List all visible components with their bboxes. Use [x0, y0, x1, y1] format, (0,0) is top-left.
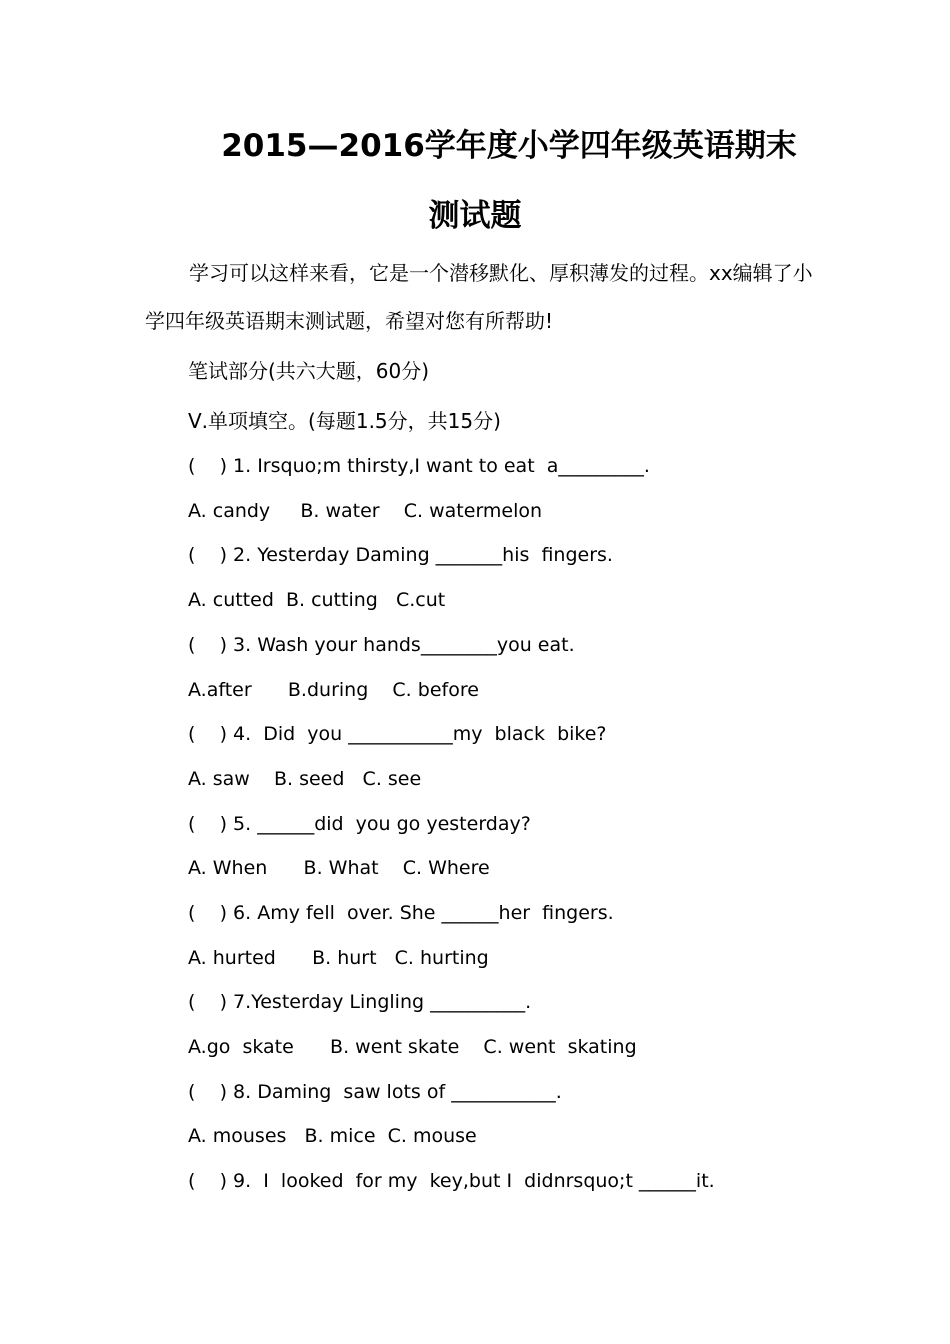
document-title-line1: 2015—2016学年度小学四年级英语期末: [221, 128, 797, 164]
question-6: ( ) 6. Amy fell over. She ______her fingers.: [188, 902, 614, 924]
document-title-line2: 测试题: [428, 198, 522, 234]
options-3: A.after B.during C. before: [188, 679, 479, 701]
options-8: A. mouses B. mice C. mouse: [188, 1125, 477, 1147]
question-4: ( ) 4. Did you ___________my black bike?: [188, 723, 607, 745]
question-3: ( ) 3. Wash your hands________you eat.: [188, 634, 575, 656]
options-2: A. cutted B. cutting C.cut: [188, 589, 446, 611]
options-6: A. hurted B. hurt C. hurting: [188, 947, 489, 969]
question-2: ( ) 2. Yesterday Daming _______his fingers.: [188, 544, 613, 566]
question-7: ( ) 7.Yesterday Lingling __________.: [188, 991, 532, 1013]
options-4: A. saw B. seed C. see: [188, 768, 422, 790]
intro-paragraph: 学习可以这样来看，它是一个潜移默化、厚积薄发的过程。xx编辑了小学四年级英语期末测试题，希望对您有所帮助!: [145, 261, 813, 333]
question-5: ( ) 5. ______did you go yesterday?: [188, 813, 531, 835]
question-9: ( ) 9. I looked for my key,but I didnrsquo;t ______it.: [188, 1170, 715, 1192]
question-1: ( ) 1. Irsquo;m thirsty,I want to eat a_________.: [188, 455, 650, 477]
section-heading: Ⅴ.单项填空。(每题1.5分，共15分): [188, 409, 501, 433]
options-5: A. When B. What C. Where: [188, 857, 490, 879]
question-8: ( ) 8. Daming saw lots of ___________.: [188, 1081, 562, 1103]
options-7: A.go skate B. went skate C. went skating: [188, 1036, 637, 1058]
options-1: A. candy B. water C. watermelon: [188, 500, 543, 522]
written-part-heading: 笔试部分(共六大题，60分): [188, 359, 430, 383]
